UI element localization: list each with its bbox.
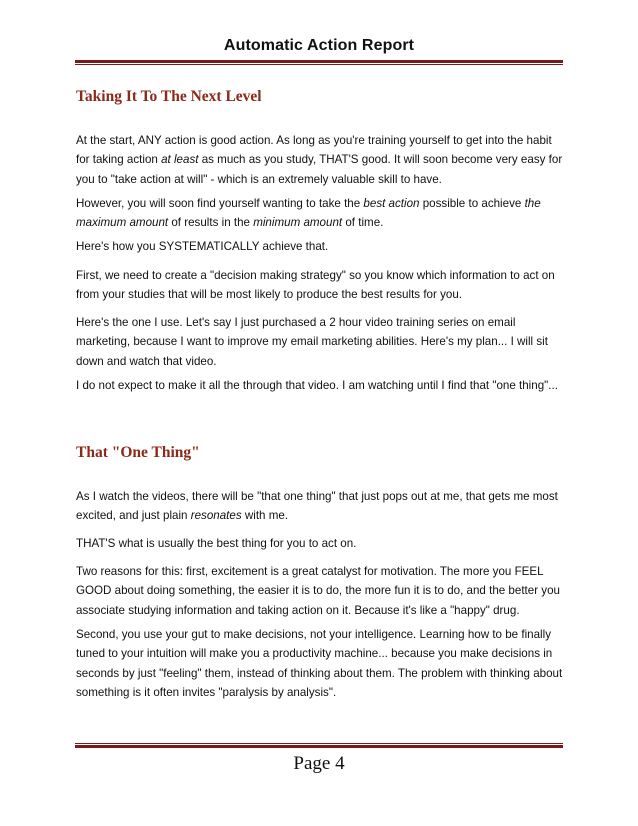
text-run: Two reasons for this: first, excitement is a great catalyst for motivation. The more you FEEL GOOD about doing something, the easier it is to do, the more fun it is to do, and the better you associate studying information and taking action on it. Because it's like a "happy" drug. (76, 565, 560, 617)
paragraph (76, 313, 566, 371)
section-heading: That "One Thing" (76, 444, 200, 461)
footer-divider (75, 743, 563, 748)
paragraph (76, 266, 566, 305)
emphasis-text: the maximum amount (76, 197, 541, 230)
text-run: Here's the one I use. Let's say I just purchased a 2 hour video training series on email marketing, because I want to improve my email marketing abilities. Here's my plan... I will sit down and watch that video. (76, 316, 548, 368)
emphasis-text: best action (363, 197, 420, 210)
text-run: possible to achieve (419, 197, 525, 210)
report-title: Automatic Action Report (223, 37, 415, 54)
emphasis-text: resonates (190, 509, 242, 523)
text-run: THAT'S what is usually the best thing for you to act on. (76, 537, 357, 550)
paragraph (76, 625, 566, 702)
text-run: of results in the (168, 216, 254, 230)
text-run: Second, you use your gut to make decisions, not your intelligence. Learning how to be finally tuned to your intuition will make you a productivity machine... because you make decisions in seconds by just "feeling" them, instead of thinking about them. The problem with thinking about something is it often invites "paralysis by analysis". (76, 628, 563, 699)
paragraph (76, 562, 566, 620)
text-run: Here's how you SYSTEMATICALLY achieve that. (76, 240, 329, 253)
section-heading: Taking It To The Next Level (76, 88, 262, 105)
paragraph (76, 487, 566, 526)
text-run: As I watch the videos, there will be "that one thing" that just pops out at me, that gets me most excited, and just plain (76, 490, 558, 523)
emphasis-text: at least (161, 153, 199, 167)
text-run: as much as you study, THAT'S good. It will soon become very easy for you to "take action at will" - which is an extremely valuable skill to have. (76, 153, 563, 186)
text-run: First, we need to create a "decision making strategy" so you know which information to act on from your studies that will be most likely to produce the best results for you. (76, 269, 555, 302)
emphasis-text: minimum amount (253, 216, 343, 230)
header-divider (75, 60, 563, 65)
text-run: However, you will soon find yourself wanting to take the (76, 197, 364, 210)
text-run: I do not expect to make it all the through that video. I am watching until I find that "one thing"... (76, 379, 558, 392)
text-run: with me. (241, 509, 289, 523)
paragraph (76, 237, 566, 256)
paragraph (76, 534, 566, 553)
paragraph (76, 131, 566, 189)
page-number: Page 4 (293, 753, 345, 774)
text-run: At the start, ANY action is good action. As long as you're training yourself to get into the habit for taking action (76, 134, 552, 167)
text-run: of time. (342, 216, 384, 230)
paragraph (76, 194, 566, 233)
paragraph (76, 376, 566, 395)
